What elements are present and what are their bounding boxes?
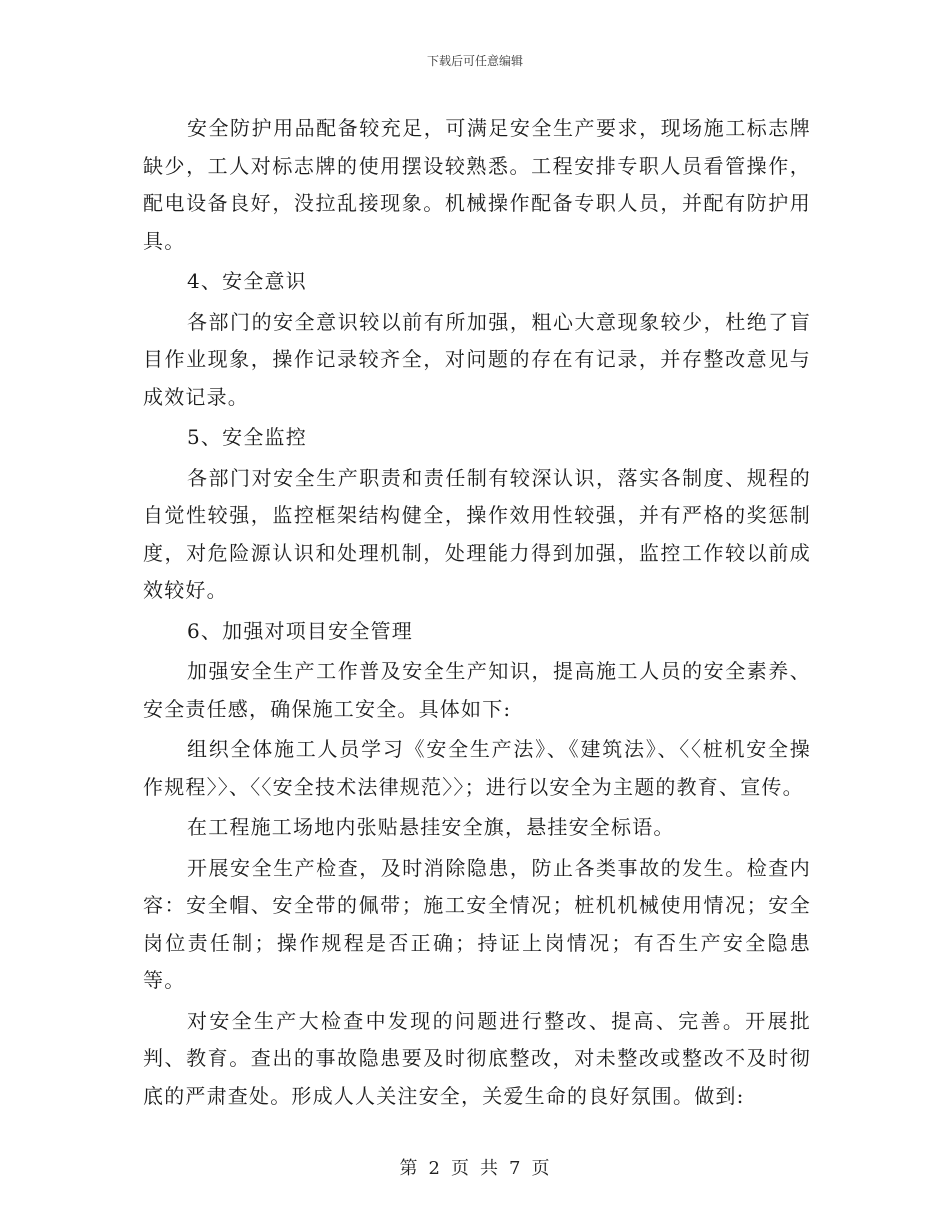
paragraph-safety-inspection: 开展安全生产检查，及时消除隐患，防止各类事故的发生。检查内容：安全帽、安全带的佩带；施工安全情况；桩机机械使用情况；安全岗位责任制；操作规程是否正确；持证上岗情况；有否生产安全隐患等。 [143,855,811,992]
header-note: 下载后可任意编辑 [426,54,523,68]
paragraph-safety-monitoring: 各部门对安全生产职责和责任制有较深认识，落实各制度、规程的自觉性较强，监控框架结构健全，操作效用性较强，并有严格的奖惩制度，对危险源认识和处理机制，处理能力得到加强，监控工作较以前成效较好。 [143,465,811,602]
footer-prefix: 第 [399,1158,419,1179]
paragraph-protective-equipment: 安全防护用品配备较充足，可满足安全生产要求，现场施工标志牌缺少，工人对标志牌的使用摆设较熟悉。工程安排专职人员看管操作，配电设备良好，没拉乱接现象。机械操作配备专职人员，并配有防护用具。 [143,116,811,253]
section-heading-safety-awareness: 4、安全意识 [187,269,307,293]
footer-suffix: 页 [531,1158,551,1179]
footer-total-label: 共 [480,1158,499,1179]
paragraph-safety-awareness: 各部门的安全意识较以前有所加强，粗心大意现象较少，杜绝了盲目作业现象，操作记录较齐全，对问题的存在有记录，并存整改意见与成效记录。 [143,309,811,409]
section-heading-project-safety-management: 6、加强对项目安全管理 [187,618,413,643]
document-body [143,110,811,1118]
page-footer [0,1154,950,1180]
page-total: 7 [509,1158,522,1179]
paragraph-law-study: 组织全体施工人员学习《安全生产法》、《建筑法》、〈〈桩机安全操作规程〉〉、〈〈安全技术法律规范〉〉；进行以安全为主题的教育、宣传。 [143,737,811,799]
page-number: 2 [428,1158,441,1179]
paragraph-safety-flags: 在工程施工场地内张贴悬挂安全旗，悬挂安全标语。 [187,815,675,839]
footer-mid: 页 [451,1158,470,1179]
section-heading-safety-monitoring: 5、安全监控 [187,425,307,449]
paragraph-rectification: 对安全生产大检查中发现的问题进行整改、提高、完善。开展批判、教育。查出的事故隐患要及时彻底整改，对未整改或整改不及时彻底的严肃查处。形成人人关注安全，关爱生命的良好氛围。做到: [143,1008,811,1108]
paragraph-safety-knowledge: 加强安全生产工作普及安全生产知识，提高施工人员的安全素养、安全责任感，确保施工安全。具体如下: [143,659,811,721]
